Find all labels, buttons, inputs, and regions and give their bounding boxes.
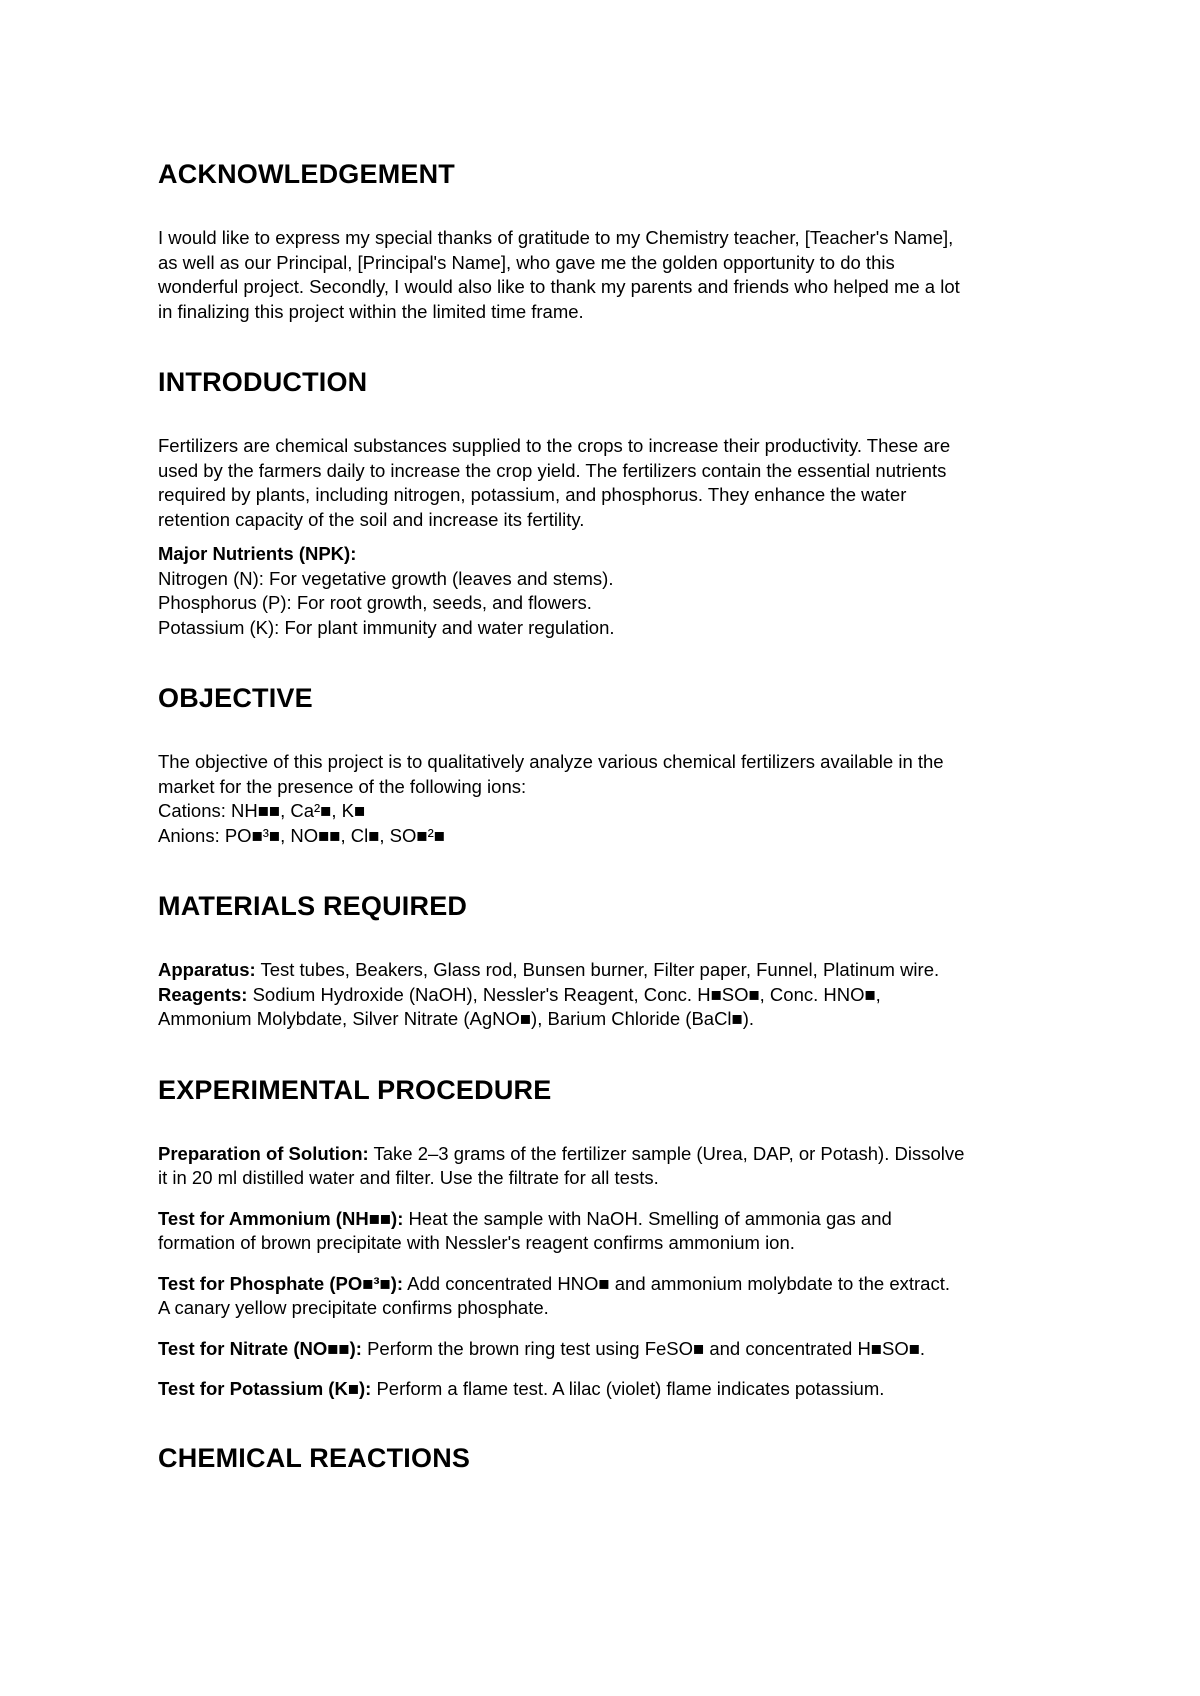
ammonium-label: Test for Ammonium (NH■■): <box>158 1207 404 1229</box>
reagents-line-2: Ammonium Molybdate, Silver Nitrate (AgNO■), Barium Chloride (BaCl■). <box>158 1008 755 1029</box>
introduction-paragraph <box>158 434 1058 532</box>
text-line <box>158 1272 1058 1297</box>
nutrient-item: Potassium (K): For plant immunity and water regulation. <box>158 616 615 638</box>
preparation-step <box>158 1142 1058 1191</box>
nitrate-test <box>158 1337 1058 1362</box>
text-line: The objective of this project is to qualitatively analyze various chemical fertilizers available in the <box>158 751 944 772</box>
acknowledgement-paragraph <box>158 226 1058 324</box>
objective-section <box>158 682 1058 848</box>
procedure-section <box>158 1074 1058 1402</box>
potassium-text: Perform a flame test. A lilac (violet) flame indicates potassium. <box>371 1378 885 1399</box>
text-line: it in 20 ml distilled water and filter. Use the filtrate for all tests. <box>158 1167 659 1188</box>
preparation-label: Preparation of Solution: <box>158 1142 369 1164</box>
phosphate-label: Test for Phosphate (PO■³■): <box>158 1272 404 1294</box>
apparatus-text: Test tubes, Beakers, Glass rod, Bunsen burner, Filter paper, Funnel, Platinum wire. <box>255 959 940 980</box>
phosphate-test <box>158 1272 1058 1321</box>
nitrate-label: Test for Nitrate (NO■■): <box>158 1337 362 1359</box>
text-line: in finalizing this project within the limited time frame. <box>158 300 584 322</box>
reagents-text: Sodium Hydroxide (NaOH), Nessler's Reagent, Conc. H■SO■, Conc. HNO■, <box>247 983 881 1005</box>
ammonium-text: Heat the sample with NaOH. Smelling of ammonia gas and <box>403 1207 892 1229</box>
text-line <box>158 1207 1058 1232</box>
reactions-section <box>158 1442 1058 1474</box>
reagents-line <box>158 983 1058 1008</box>
apparatus-label: Apparatus: <box>158 959 256 980</box>
text-line: I would like to express my special thanks of gratitude to my Chemistry teacher, [Teacher's Name], <box>158 227 954 248</box>
nutrients-list <box>158 542 1058 640</box>
reactions-heading: CHEMICAL REACTIONS <box>158 1442 471 1473</box>
text-line: A canary yellow precipitate confirms phosphate. <box>158 1297 549 1318</box>
potassium-label: Test for Potassium (K■): <box>158 1378 372 1399</box>
text-line: used by the farmers daily to increase the crop yield. The fertilizers contain the essential nutrients <box>158 459 947 481</box>
potassium-test <box>158 1377 1058 1402</box>
acknowledgement-heading: ACKNOWLEDGEMENT <box>158 159 455 189</box>
phosphate-text: Add concentrated HNO■ and ammonium molybdate to the extract. <box>403 1272 950 1294</box>
text-line: market for the presence of the following ions: <box>158 775 527 797</box>
objective-heading: OBJECTIVE <box>158 683 313 713</box>
procedure-heading: EXPERIMENTAL PROCEDURE <box>158 1074 552 1105</box>
text-line: wonderful project. Secondly, I would also like to thank my parents and friends who helped me a lot <box>158 276 960 297</box>
text-line <box>158 1142 1058 1167</box>
text-line: formation of brown precipitate with Nessler's reagent confirms ammonium ion. <box>158 1232 795 1253</box>
text-line: Fertilizers are chemical substances supplied to the crops to increase their productivity. These are <box>158 435 951 456</box>
ammonium-test <box>158 1207 1058 1256</box>
materials-paragraph <box>158 958 1058 1032</box>
preparation-text: Take 2–3 grams of the fertilizer sample (Urea, DAP, or Potash). Dissolve <box>368 1142 965 1164</box>
text-line <box>158 1337 1058 1362</box>
anions-line: Anions: PO■³■, NO■■, Cl■, SO■²■ <box>158 824 445 846</box>
page-content <box>158 158 1058 1474</box>
objective-paragraph <box>158 750 1058 848</box>
introduction-heading: INTRODUCTION <box>158 367 368 397</box>
nutrient-item: Phosphorus (P): For root growth, seeds, and flowers. <box>158 592 592 613</box>
nitrate-text: Perform the brown ring test using FeSO■ and concentrated H■SO■. <box>361 1337 926 1359</box>
text-line: retention capacity of the soil and increase its fertility. <box>158 508 585 530</box>
text-line <box>158 1377 1058 1402</box>
reagents-label: Reagents: <box>158 983 248 1005</box>
acknowledgement-section <box>158 158 1058 324</box>
apparatus-line <box>158 958 1058 983</box>
materials-section <box>158 890 1058 1032</box>
nutrients-label: Major Nutrients (NPK): <box>158 543 357 564</box>
cations-line: Cations: NH■■, Ca²■, K■ <box>158 800 366 821</box>
introduction-section <box>158 366 1058 640</box>
text-line: as well as our Principal, [Principal's Name], who gave me the golden opportunity to do this <box>158 251 895 273</box>
text-line: required by plants, including nitrogen, potassium, and phosphorus. They enhance the water <box>158 484 907 505</box>
nutrient-item: Nitrogen (N): For vegetative growth (leaves and stems). <box>158 567 614 589</box>
materials-heading: MATERIALS REQUIRED <box>158 891 468 921</box>
